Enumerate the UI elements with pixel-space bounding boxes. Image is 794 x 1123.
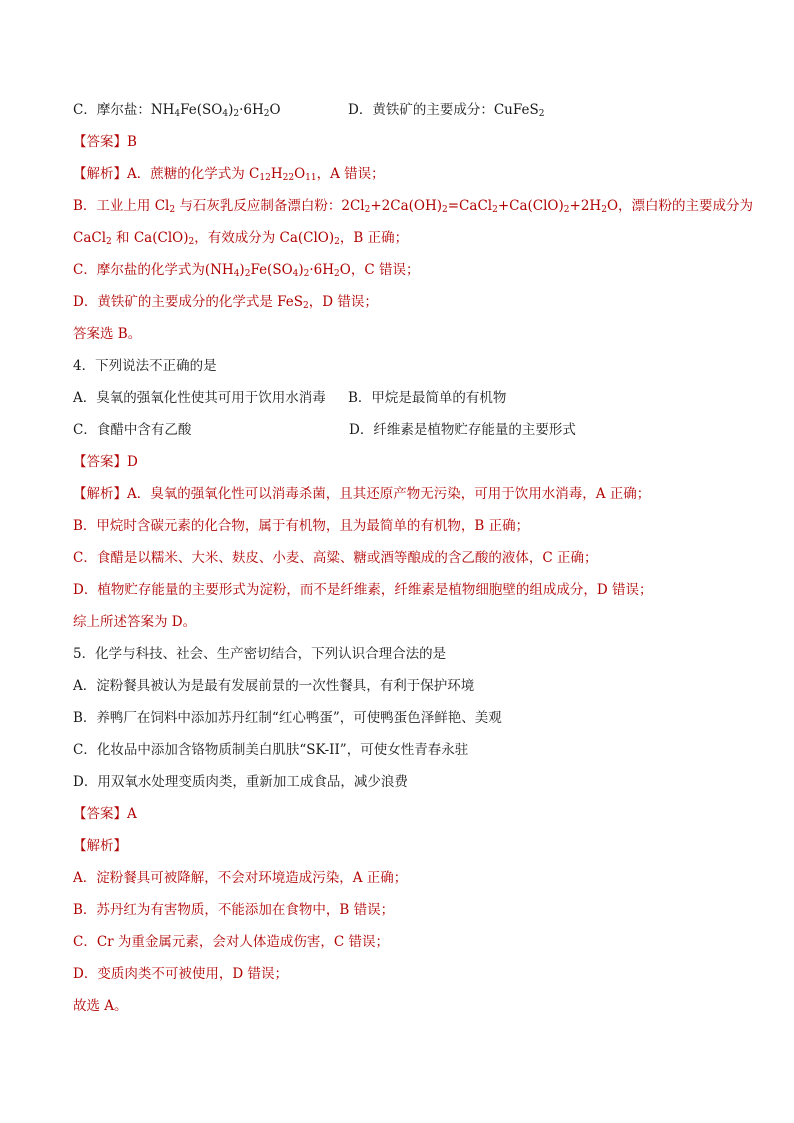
q4-analysis-c: C．食醋是以糯米、大米、麸皮、小麦、高粱、糖或酒等酿成的含乙酸的液体，C 正确；: [73, 550, 598, 566]
q5-analysis-d: D．变质肉类不可被使用，D 错误；: [73, 966, 288, 982]
q5-conclusion: 故选 A。: [73, 998, 128, 1014]
q5-analysis-a: A．淀粉餐具可被降解，不会对环境造成污染，A 正确；: [73, 870, 408, 886]
q5-option-d: D．用双氧水处理变质肉类，重新加工成食品，减少浪费: [73, 774, 408, 790]
q4-answer: [73, 452, 764, 472]
q4-option-c: C．食醋中含有乙酸: [73, 422, 192, 438]
q3-analysis-a: 【解析】A．蔗糖的化学式为 $C_{12}H_{22}O_{11}$，A 错误；: [73, 166, 385, 183]
q3-options-cd: [73, 100, 764, 120]
analysis-label: 【解析】: [73, 166, 127, 182]
q4-option-d: D．纤维素是植物贮存能量的主要形式: [349, 422, 576, 438]
q5-analysis-c: C．Cr 为重金属元素，会对人体造成伤害，C 错误；: [73, 934, 390, 950]
answer-value: D: [127, 454, 138, 470]
q5-option-a: A．淀粉餐具被认为是最有发展前景的一次性餐具，有利于保护环境: [73, 678, 475, 694]
q3-analysis-d: D．黄铁矿的主要成分的化学式是 FeS$_2$，D 错误；: [73, 294, 378, 311]
q4-options-cd: [73, 420, 764, 440]
q4-analysis-a: 【解析】A．臭氧的强氧化性可以消毒杀菌，且其还原产物无污染，可用于饮用水消毒，A 正确；: [73, 486, 651, 502]
q5-option-c: C．化妆品中添加含铬物质制美白肌肤“SK-II”，可使女性青春永驻: [73, 742, 469, 758]
q4-conclusion: 综上所述答案为 D。: [73, 614, 197, 630]
answer-label: 【答案】: [73, 134, 127, 150]
q5-option-b: B．养鸭厂在饲料中添加苏丹红制“红心鸭蛋”，可使鸭蛋色泽鲜艳、美观: [73, 710, 502, 726]
answer-label: 【答案】: [73, 806, 127, 822]
q3-analysis-b-line2: CaCl$_2$ 和 $Ca(ClO)_2$，有效成分为 $Ca(ClO)_2$，B 正确；: [73, 230, 409, 247]
q3-analysis-c: C．摩尔盐的化学式为$(NH_4)_2Fe(SO_4)_2\cdot 6H_2O$，C 错误；: [73, 262, 420, 279]
q5-stem: 5．化学与科技、社会、生产密切结合，下列认识合理合法的是: [73, 646, 447, 662]
q4-stem: 4．下列说法不正确的是: [73, 358, 217, 374]
q5-analysis-label: 【解析】: [73, 838, 127, 854]
q4-option-a: A．臭氧的强氧化性使其可用于饮用水消毒: [73, 390, 326, 406]
q3-option-c: C．摩尔盐：$NH_4Fe(SO_4)_2\cdot 6H_2O$: [73, 102, 281, 119]
answer-value: B: [127, 134, 137, 150]
q3-answer: [73, 132, 764, 152]
answer-value: A: [127, 806, 137, 822]
q3-analysis-b-line1: B．工业上用 $Cl_2$ 与石灰乳反应制备漂白粉：$2Cl_2+2Ca(OH)_2=CaCl_2+Ca(ClO)_2+2H_2O$，漂白粉的主要成分为: [73, 198, 754, 215]
q5-analysis-b: B．苏丹红为有害物质，不能添加在食物中，B 错误；: [73, 902, 395, 918]
q4-analysis-b: B．甲烷时含碳元素的化合物，属于有机物，且为最简单的有机物，B 正确；: [73, 518, 530, 534]
answer-label: 【答案】: [73, 454, 127, 470]
q4-analysis-d: D．植物贮存能量的主要形式为淀粉，而不是纤维素，纤维素是植物细胞壁的组成成分，D 错误；: [73, 582, 653, 598]
q5-answer: [73, 804, 764, 824]
q4-option-b: B．甲烷是最简单的有机物: [348, 390, 507, 406]
analysis-label: 【解析】: [73, 486, 127, 502]
q3-conclusion: 答案选 B。: [73, 326, 142, 342]
q4-options-ab: [73, 388, 764, 408]
q3-option-d: D．黄铁矿的主要成分：CuFeS$_2$: [348, 102, 545, 119]
